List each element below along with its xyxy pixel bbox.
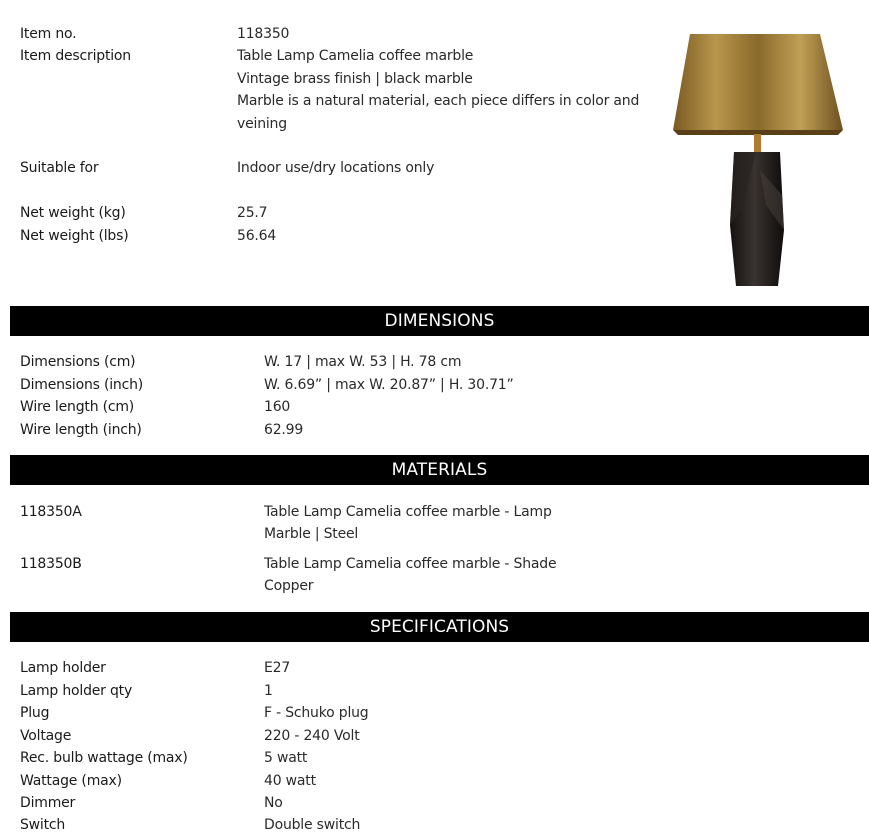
spec-value: Double switch <box>264 817 361 833</box>
spec-value: F - Schuko plug <box>264 705 369 721</box>
spec-value: 40 watt <box>264 773 316 789</box>
net-weight-kg-value: 25.7 <box>237 205 268 221</box>
suitable-for-value: Indoor use/dry locations only <box>237 160 435 176</box>
dimensions-cm-label: Dimensions (cm) <box>20 354 136 370</box>
item-description-label: Item description <box>20 48 131 64</box>
spec-value: 1 <box>264 683 273 699</box>
net-weight-kg-label: Net weight (kg) <box>20 205 126 221</box>
spec-label: Lamp holder qty <box>20 683 133 699</box>
material-a-code: 118350A <box>20 504 82 520</box>
specifications-header: SPECIFICATIONS <box>10 612 869 642</box>
spec-value: 5 watt <box>264 750 308 766</box>
suitable-for-label: Suitable for <box>20 160 99 176</box>
spec-label: Wattage (max) <box>20 773 122 789</box>
spec-value: E27 <box>264 660 291 676</box>
spec-label: Plug <box>20 705 50 721</box>
product-lamp-image <box>670 30 846 292</box>
dimensions-header: DIMENSIONS <box>10 306 869 336</box>
material-b-description: Table Lamp Camelia coffee marble - Shade <box>264 556 557 572</box>
material-a-materials: Marble | Steel <box>264 526 359 542</box>
dimensions-inch-label: Dimensions (inch) <box>20 377 144 393</box>
wire-length-cm-label: Wire length (cm) <box>20 399 135 415</box>
item-description-line-1: Table Lamp Camelia coffee marble <box>237 48 474 64</box>
wire-length-inch-label: Wire length (inch) <box>20 422 142 438</box>
spec-label: Dimmer <box>20 795 76 811</box>
item-no-value: 118350 <box>237 26 290 42</box>
item-description-line-3: Marble is a natural material, each piece differs in color and <box>237 93 640 109</box>
spec-value: No <box>264 795 283 811</box>
net-weight-lbs-value: 56.64 <box>237 228 277 244</box>
item-description-line-4: veining <box>237 116 287 132</box>
wire-length-inch-value: 62.99 <box>264 422 304 438</box>
material-a-description: Table Lamp Camelia coffee marble - Lamp <box>264 504 552 520</box>
spec-label: Rec. bulb wattage (max) <box>20 750 188 766</box>
spec-label: Lamp holder <box>20 660 106 676</box>
wire-length-cm-value: 160 <box>264 399 291 415</box>
spec-label: Switch <box>20 817 66 833</box>
item-no-label: Item no. <box>20 26 77 42</box>
spec-value: 220 - 240 Volt <box>264 728 360 744</box>
dimensions-cm-value: W. 17 | max W. 53 | H. 78 cm <box>264 354 462 370</box>
dimensions-inch-value: W. 6.69” | max W. 20.87” | H. 30.71” <box>264 377 514 393</box>
material-b-code: 118350B <box>20 556 82 572</box>
materials-header: MATERIALS <box>10 455 869 485</box>
item-description-line-2: Vintage brass finish | black marble <box>237 71 473 87</box>
spec-label: Voltage <box>20 728 72 744</box>
net-weight-lbs-label: Net weight (lbs) <box>20 228 129 244</box>
material-b-materials: Copper <box>264 578 314 594</box>
